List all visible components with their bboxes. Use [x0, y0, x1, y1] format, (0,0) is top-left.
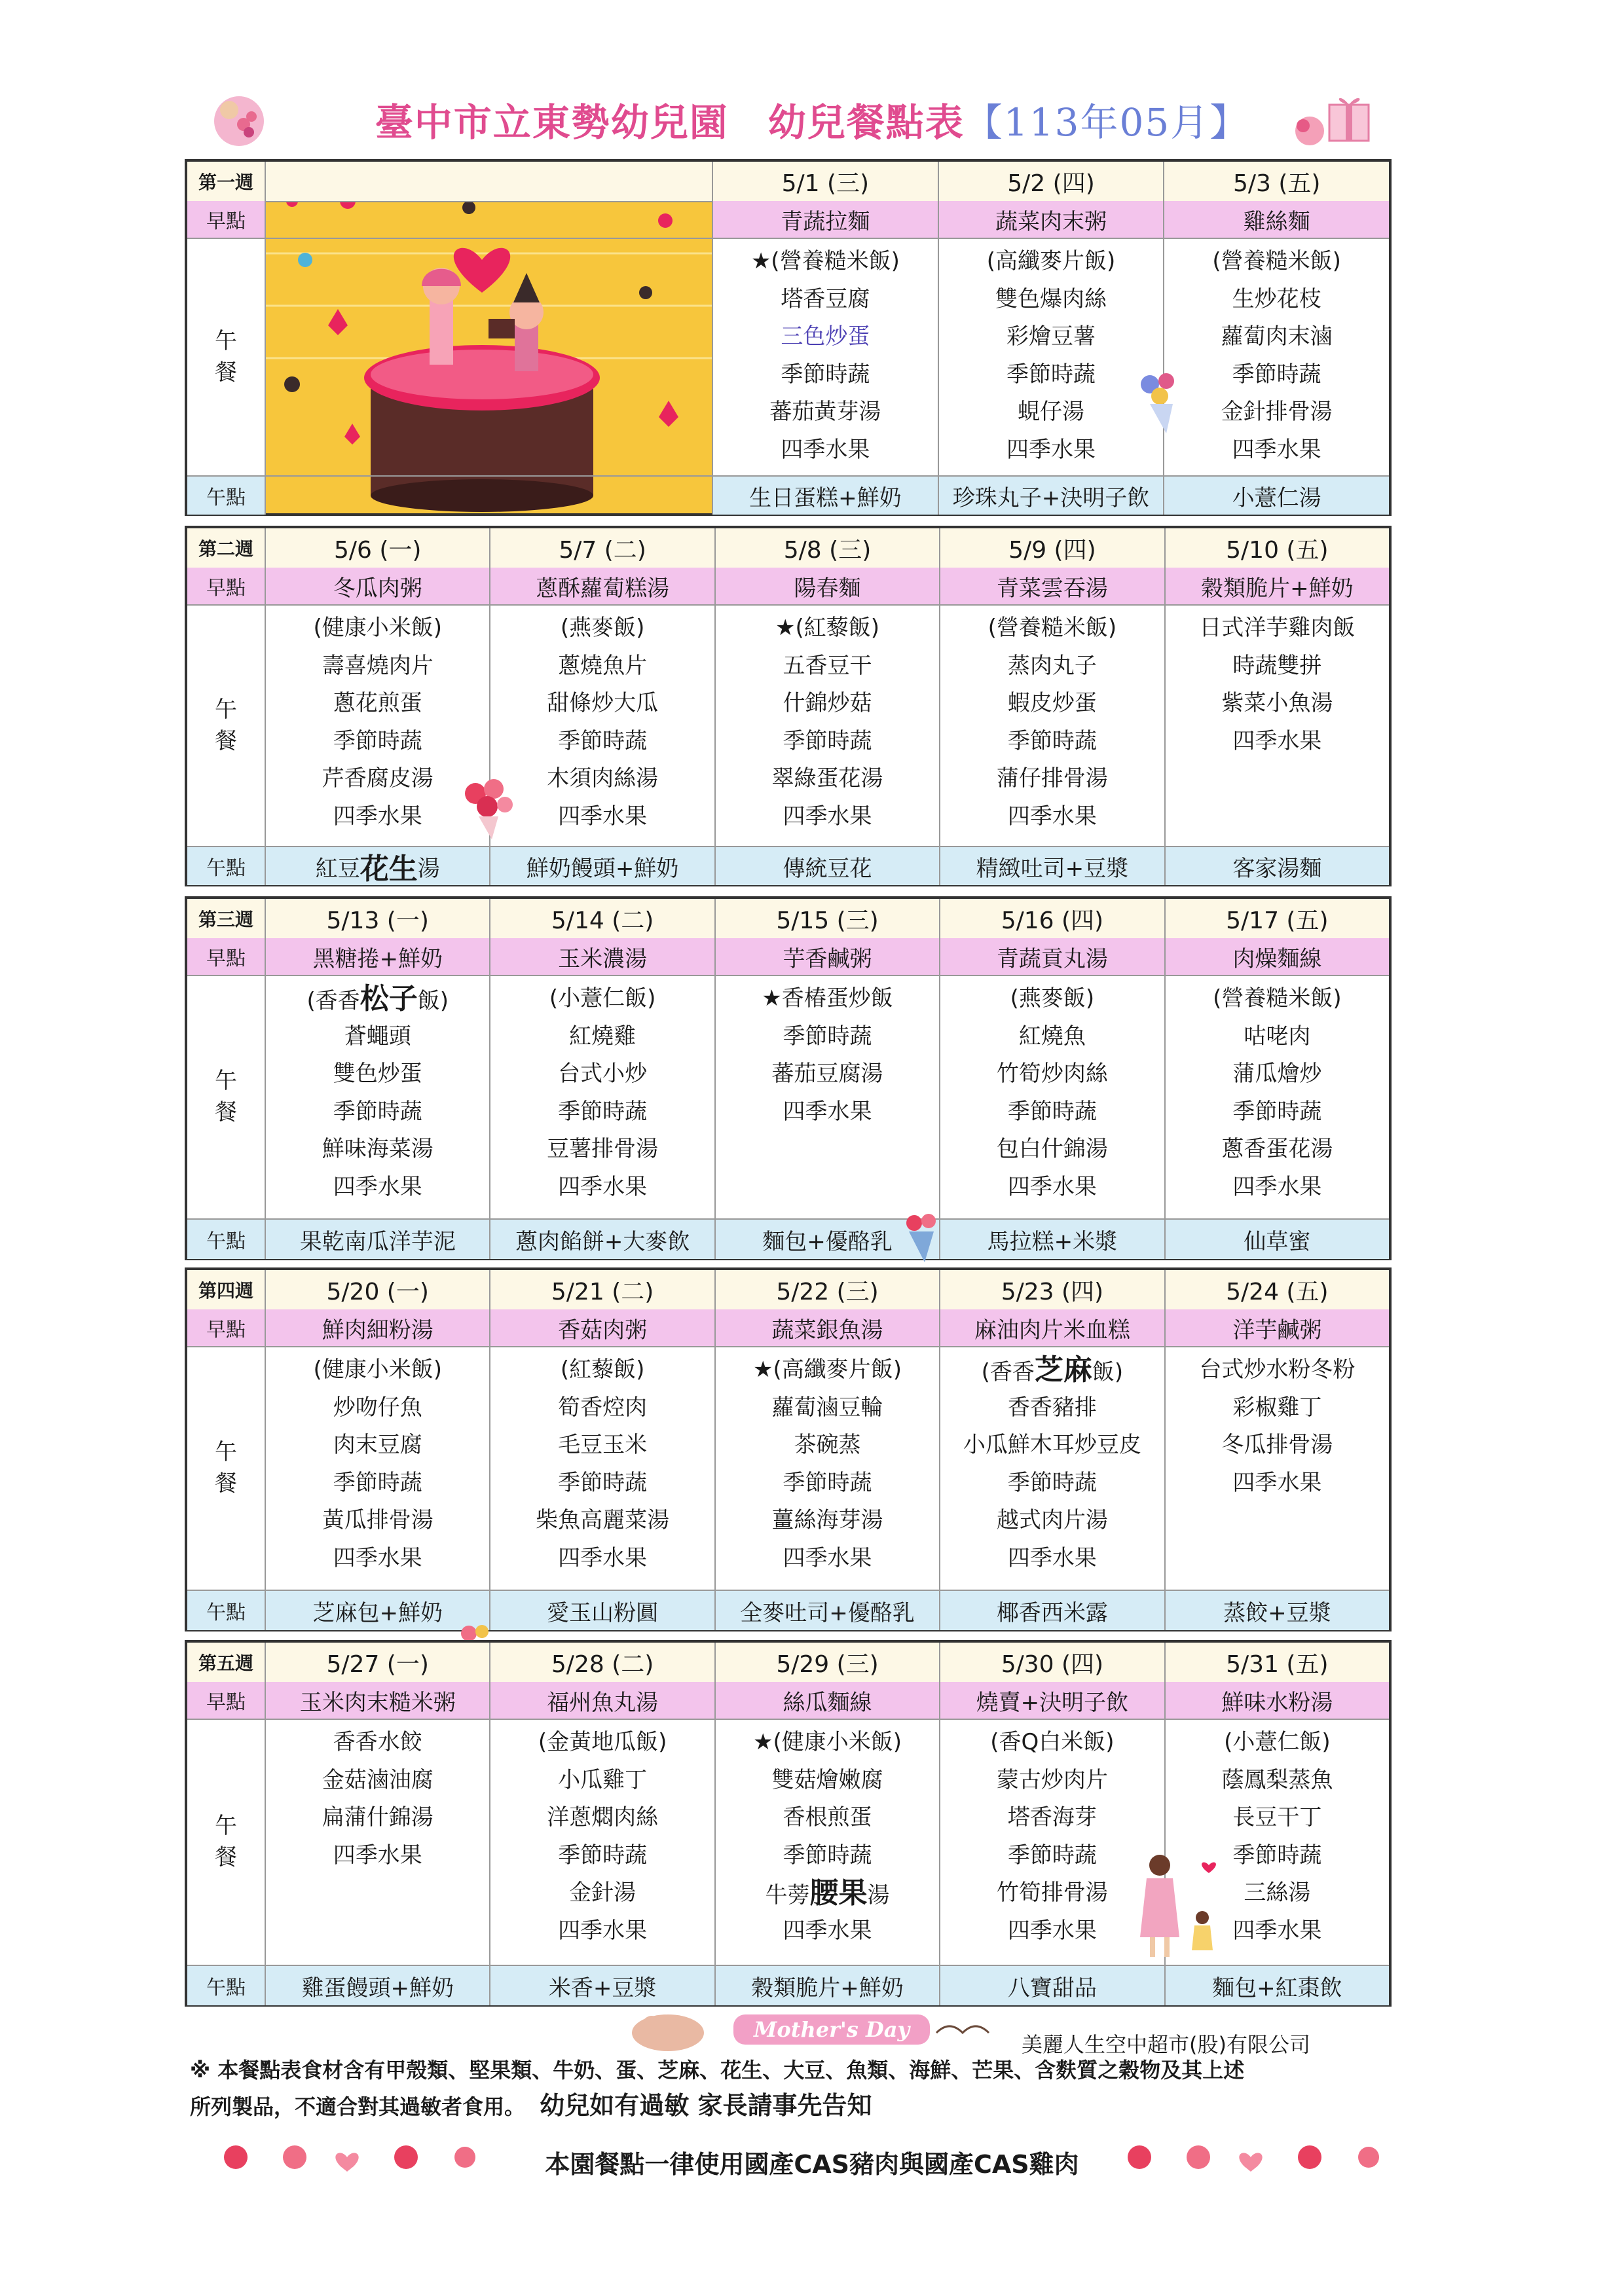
date-cell: 5/8 (三) — [716, 528, 940, 568]
week-2-header-row — [187, 528, 1389, 569]
breakfast-item: 青蔬貢丸湯 — [940, 938, 1165, 975]
breakfast-item: 絲瓜麵線 — [716, 1682, 940, 1719]
bouquet-icon — [895, 1207, 947, 1268]
breakfast-item: 鮮肉細粉湯 — [266, 1309, 490, 1346]
week-1-breakfast-row — [187, 201, 1389, 239]
week-2-table — [185, 526, 1392, 886]
snack-item: 穀類脆片+鮮奶 — [716, 1966, 940, 2005]
date-cell: 5/22 (三) — [716, 1270, 940, 1309]
snack-item: 馬拉糕+米漿 — [940, 1220, 1165, 1259]
date-cell: 5/6 (一) — [266, 528, 490, 568]
menu-name: 幼兒餐點表 — [767, 100, 965, 145]
lunch-list: (健康小米飯) 炒吻仔魚 肉末豆腐 季節時蔬 黃瓜排骨湯 四季水果 — [266, 1346, 490, 1590]
snack-item: 全麥吐司+優酪乳 — [716, 1591, 940, 1630]
lunch-list: (健康小米飯) 壽喜燒肉片 蔥花煎蛋 季節時蔬 芹香腐皮湯 四季水果 — [266, 604, 490, 846]
page-header — [0, 92, 1624, 157]
lunch-list: 台式炒水粉冬粉 彩椒雞丁 冬瓜排骨湯 四季水果 — [1199, 1357, 1356, 1496]
snack-label: 午點 — [187, 1591, 266, 1630]
snack-label: 午點 — [187, 847, 266, 885]
snack-item: 蔥肉餡餅+大麥飲 — [490, 1220, 715, 1259]
week-label: 第四週 — [187, 1270, 266, 1309]
lunch-list: (營養糙米飯) 蒸肉丸子 蝦皮炒蛋 季節時蔬 蒲仔排骨湯 四季水果 — [940, 604, 1165, 846]
breakfast-item: 蔬菜銀魚湯 — [716, 1309, 940, 1346]
lunch-label: 午 餐 — [187, 1719, 266, 1965]
lunch-list: (營養糙米飯) 咕咾肉 蒲瓜燴炒 季節時蔬 蔥香蛋花湯 四季水果 — [1213, 985, 1342, 1200]
lunch-list: (香香松子飯) 蒼蠅頭 雙色炒蛋 季節時蔬 鮮味海菜湯 四季水果 — [266, 975, 490, 1218]
date-cell: 5/20 (一) — [266, 1270, 490, 1309]
breakfast-item: 冬瓜肉粥 — [266, 568, 490, 604]
flower-bouquet-icon — [1130, 365, 1189, 439]
breakfast-item: 玉米肉末糙米粥 — [266, 1682, 490, 1719]
snack-item: 紅豆 花生 湯 — [266, 847, 490, 885]
lunch-label: 午 餐 — [187, 1346, 266, 1590]
week-4-snack-row — [187, 1590, 1389, 1630]
image-area — [266, 162, 713, 201]
snack-item: 椰香西米露 — [940, 1591, 1165, 1630]
snack-item: 雞蛋饅頭+鮮奶 — [266, 1966, 490, 2005]
allergy-line-1: ※ 本餐點表食材含有甲殼類、堅果類、牛奶、蛋、芝麻、花生、大豆、魚類、海鮮、芒果、含麩質之穀物及其上述 — [190, 2058, 1245, 2083]
snack-item: 珍珠丸子+決明子飲 — [939, 477, 1165, 515]
date-cell: 5/30 (四) — [940, 1643, 1165, 1682]
breakfast-item: 福州魚丸湯 — [490, 1682, 715, 1719]
lunch-list: ★(高纖麥片飯) 蘿蔔滷豆輪 茶碗蒸 季節時蔬 薑絲海芽湯 四季水果 — [716, 1346, 940, 1590]
date-cell: 5/9 (四) — [940, 528, 1165, 568]
lunch-label: 午 餐 — [187, 238, 266, 475]
lunch-list: (高纖麥片飯) 雙色爆肉絲 彩燴豆薯 季節時蔬 蜆仔湯 四季水果 — [939, 238, 1165, 475]
cas-notice: 本園餐點一律使用國產CAS豬肉與國產CAS雞肉 — [545, 2150, 1079, 2179]
week-4-breakfast-row — [187, 1309, 1389, 1347]
week-1-snack-row — [187, 475, 1389, 515]
date-cell: 5/14 (二) — [490, 899, 715, 938]
snack-item: 愛玉山粉圓 — [490, 1591, 715, 1630]
date-cell: 5/21 (二) — [490, 1270, 715, 1309]
lunch-list: ★(紅藜飯) 五香豆干 什錦炒菇 季節時蔬 翠綠蛋花湯 四季水果 — [716, 604, 940, 846]
lunch-list: (燕麥飯) 蔥燒魚片 甜條炒大瓜 季節時蔬 木須肉絲湯 四季水果 — [490, 604, 715, 846]
breakfast-item: 芋香鹹粥 — [716, 938, 940, 975]
week-1-table — [185, 159, 1392, 516]
week-5-snack-row — [187, 1965, 1389, 2005]
snack-item: 麵包+優酪乳 — [716, 1220, 940, 1259]
date-cell: 5/28 (二) — [490, 1643, 715, 1682]
breakfast-item: 青蔬拉麵 — [713, 201, 939, 238]
week-label: 第三週 — [187, 899, 266, 938]
allergy-warning: 幼兒如有過敏 家長請事先告知 — [540, 2091, 872, 2120]
breakfast-label: 早點 — [187, 1682, 266, 1719]
breakfast-label: 早點 — [187, 938, 266, 975]
lunch-label: 午 餐 — [187, 604, 266, 846]
week-5-breakfast-row — [187, 1682, 1389, 1720]
snack-item: 傳統豆花 — [716, 847, 940, 885]
date-cell: 5/7 (二) — [490, 528, 715, 568]
lunch-list: (小薏仁飯) 紅燒雞 台式小炒 季節時蔬 豆薯排骨湯 四季水果 — [490, 975, 715, 1218]
lunch-list: ★香椿蛋炒飯 季節時蔬 蕃茄豆腐湯 四季水果 — [716, 975, 940, 1218]
mothers-day-badge — [622, 2007, 1028, 2055]
snack-item: 生日蛋糕+鮮奶 — [713, 477, 939, 515]
company-name: 美麗人生空中超市(股)有限公司 — [1022, 2032, 1310, 2057]
week-3-breakfast-row — [187, 938, 1389, 976]
lunch-list: (香Q白米飯) 蒙古炒肉片 塔香海芽 季節時蔬 竹筍排骨湯 四季水果 — [940, 1719, 1165, 1965]
lunch-list: (營養糙米飯) 生炒花枝 蘿蔔肉末滷 季節時蔬 金針排骨湯 四季水果 — [1212, 248, 1341, 463]
date-cell: 5/2 (四) — [939, 162, 1165, 201]
date-cell: 5/27 (一) — [266, 1643, 490, 1682]
week-4-header-row — [187, 1270, 1389, 1311]
breakfast-item: 香菇肉粥 — [490, 1309, 715, 1346]
school-name: 臺中市立東勢幼兒園 — [375, 100, 729, 145]
snack-item: 麵包+紅棗飲 — [1212, 1975, 1342, 2001]
breakfast-label: 早點 — [187, 568, 266, 604]
lunch-label: 午 餐 — [187, 975, 266, 1218]
week-5-header-row — [187, 1643, 1389, 1683]
date-cell: 5/23 (四) — [940, 1270, 1165, 1309]
allergy-line-2: 所列製品，不適合對其過敏者食用。 — [190, 2094, 526, 2119]
breakfast-item: 蔥酥蘿蔔糕湯 — [490, 568, 715, 604]
date-cell: 5/16 (四) — [940, 899, 1165, 938]
week-5-table — [185, 1640, 1392, 2007]
snack-item: 客家湯麵 — [1232, 855, 1322, 882]
snack-item: 米香+豆漿 — [490, 1966, 715, 2005]
breakfast-item: 蔬菜肉末粥 — [939, 201, 1165, 238]
snack-item: 八寶甜品 — [940, 1966, 1165, 2005]
week-3-snack-row — [187, 1218, 1389, 1259]
date-cell: 5/1 (三) — [713, 162, 939, 201]
week-2-lunch-row — [187, 604, 1389, 846]
breakfast-item: 肉燥麵線 — [1232, 945, 1322, 972]
breakfast-item: 黑糖捲+鮮奶 — [266, 938, 490, 975]
date-cell: 5/10 (五) — [1226, 536, 1329, 564]
lunch-list: (燕麥飯) 紅燒魚 竹筍炒肉絲 季節時蔬 包白什錦湯 四季水果 — [940, 975, 1165, 1218]
lunch-list: (小薏仁飯) 蔭鳳梨蒸魚 長豆干丁 季節時蔬 三絲湯 四季水果 — [1221, 1729, 1333, 1944]
snack-item: 蒸餃+豆漿 — [1223, 1599, 1331, 1626]
date-cell: 5/31 (五) — [1226, 1650, 1329, 1678]
week-3-table — [185, 896, 1392, 1260]
rose-row-right-icon — [1100, 2138, 1401, 2179]
week-1-lunch-row — [187, 238, 1389, 475]
breakfast-item: 雞絲麵 — [1164, 201, 1389, 238]
lunch-list: (金黃地瓜飯) 小瓜雞丁 洋蔥燜肉絲 季節時蔬 金針湯 四季水果 — [490, 1719, 715, 1965]
breakfast-item: 洋芋鹹粥 — [1232, 1317, 1322, 1343]
allergy-note — [190, 2052, 1434, 2124]
snack-label: 午點 — [187, 1220, 266, 1259]
breakfast-item: 玉米濃湯 — [490, 938, 715, 975]
week-label: 第一週 — [187, 162, 266, 201]
date-cell: 5/13 (一) — [266, 899, 490, 938]
menu-month: 【113年05月】 — [964, 100, 1249, 145]
date-cell: 5/17 (五) — [1226, 907, 1329, 934]
week-2-snack-row — [187, 846, 1389, 885]
mothers-day-text: Mother's Day — [753, 2017, 910, 2042]
breakfast-item: 穀類脆片+鮮奶 — [1201, 575, 1354, 602]
snack-item: 小薏仁湯 — [1164, 477, 1389, 515]
lunch-list: 日式洋芋雞肉飯 時蔬雙拼 紫菜小魚湯 四季水果 — [1199, 615, 1356, 754]
date-cell: 5/15 (三) — [716, 899, 940, 938]
breakfast-label: 早點 — [187, 201, 266, 238]
snack-item: 仙草蜜 — [1244, 1228, 1311, 1255]
lunch-list: (香香芝麻飯) 香香豬排 小瓜鮮木耳炒豆皮 季節時蔬 越式肉片湯 四季水果 — [940, 1346, 1165, 1590]
snack-item: 精緻吐司+豆漿 — [940, 847, 1165, 885]
snack-label: 午點 — [187, 477, 266, 515]
breakfast-item: 麻油肉片米血糕 — [940, 1309, 1165, 1346]
snack-label: 午點 — [187, 1966, 266, 2005]
week-3-header-row — [187, 899, 1389, 939]
lunch-list: (紅藜飯) 筍香焢肉 毛豆玉米 季節時蔬 柴魚高麗菜湯 四季水果 — [490, 1346, 715, 1590]
snack-item: 鮮奶饅頭+鮮奶 — [490, 847, 715, 885]
breakfast-item: 鮮味水粉湯 — [1221, 1689, 1333, 1716]
breakfast-item: 燒賣+決明子飲 — [940, 1682, 1165, 1719]
week-label: 第二週 — [187, 528, 266, 568]
week-1-header-row — [187, 162, 1389, 202]
date-cell: 5/24 (五) — [1226, 1278, 1329, 1305]
week-2-breakfast-row — [187, 568, 1389, 606]
rose-bouquet-icon — [456, 771, 521, 845]
lunch-list: 香香水餃 金菇滷油腐 扁蒲什錦湯 四季水果 — [266, 1719, 490, 1965]
lunch-list: ★(營養糙米飯) 塔香豆腐 三色炒蛋 季節時蔬 蕃茄黃芽湯 四季水果 — [713, 238, 939, 475]
week-label: 第五週 — [187, 1643, 266, 1682]
breakfast-label: 早點 — [187, 1309, 266, 1346]
gift-box-icon — [1283, 85, 1382, 153]
week-4-lunch-row — [187, 1346, 1389, 1590]
week-3-lunch-row — [187, 975, 1389, 1218]
date-cell: 5/29 (三) — [716, 1643, 940, 1682]
snack-item: 芝麻包+鮮奶 — [266, 1591, 490, 1630]
lunch-list: ★(健康小米飯) 雙菇燴嫩腐 香根煎蛋 季節時蔬 牛蒡腰果湯 四季水果 — [716, 1719, 940, 1965]
week-4-table — [185, 1267, 1392, 1631]
breakfast-item: 陽春麵 — [716, 568, 940, 604]
date-cell: 5/3 (五) — [1232, 170, 1321, 197]
breakfast-item: 青菜雲吞湯 — [940, 568, 1165, 604]
mother-child-icon — [1130, 1839, 1228, 1966]
snack-item: 果乾南瓜洋芋泥 — [266, 1220, 490, 1259]
